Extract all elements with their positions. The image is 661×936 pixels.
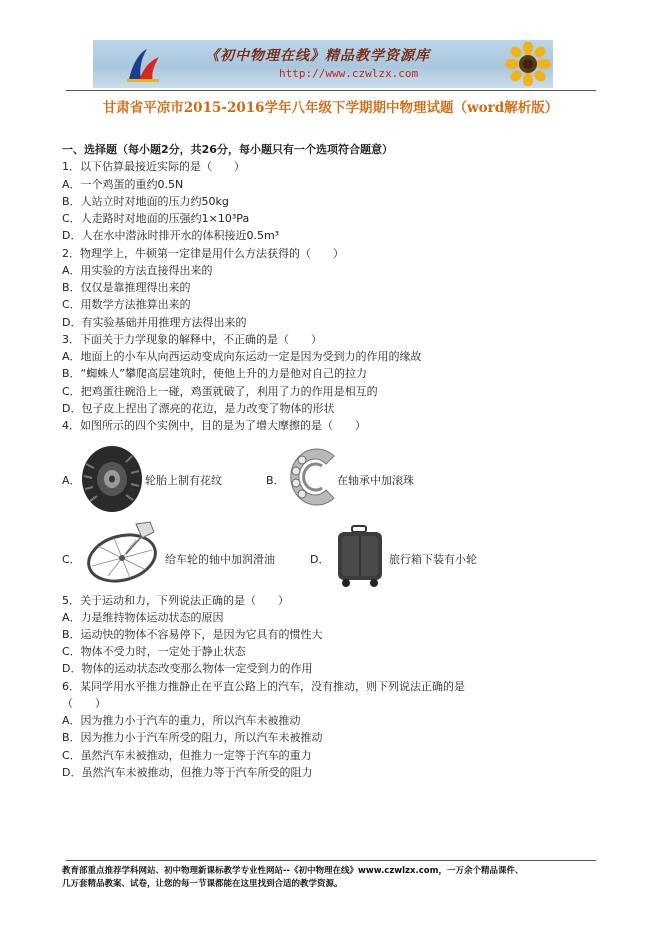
question-6-stem-cont: （ ）: [62, 697, 106, 710]
question-4-option-b-text: 在轴承中加滚珠: [337, 474, 414, 487]
question-2-stem: 2．物理学上，牛顿第一定律是用什么方法获得的（ ）: [62, 247, 344, 260]
site-logo-icon: [123, 45, 163, 85]
question-2-option-c: C．用数学方法推算出来的: [62, 298, 191, 311]
header-banner: [93, 40, 553, 88]
question-1-option-b: B．人站立时对地面的压力约50kg: [62, 195, 229, 208]
tire-tread-icon: [80, 444, 144, 514]
question-6-option-b: B．因为推力小于汽车所受的阻力，所以汽车未被推动: [62, 731, 323, 744]
banner-title: 《初中物理在线》精品教学资源库: [205, 48, 430, 64]
question-4-option-c-label: C．: [62, 553, 81, 566]
question-5-option-a: A．力是维持物体运动状态的原因: [62, 611, 224, 624]
question-2-option-a: A．用实验的方法直接得出来的: [62, 264, 213, 277]
question-4-option-a-label: A．: [62, 474, 81, 487]
question-4-option-b-label: B．: [266, 474, 285, 487]
suitcase-wheels-icon: [334, 524, 388, 588]
question-6-option-a: A．因为推力小于汽车的重力，所以汽车未被推动: [62, 714, 301, 727]
question-1-stem: 1．以下估算最接近实际的是（ ）: [62, 160, 245, 173]
question-4-option-c-text: 给车轮的轴中加润滑油: [165, 553, 275, 566]
bicycle-wheel-oil-icon: [84, 518, 164, 586]
question-4-option-a-text: 轮胎上制有花纹: [145, 474, 222, 487]
footer-line-2: 几万套精品教案、试卷，让您的每一节课都能在这里找到合适的教学资源。: [62, 879, 343, 889]
ball-bearing-icon: [288, 444, 338, 510]
question-1-option-c: C．人走路时对地面的压强约1×10³Pa: [62, 212, 250, 225]
footer-line-1: 教育部重点推荐学科网站、初中物理新课标教学专业性网站--《初中物理在线》www.czwlzx.com，一万余个精品课件、: [62, 866, 524, 876]
question-3-option-d: D．包子皮上捏出了漂亮的花边，是力改变了物体的形状: [62, 402, 335, 415]
document-title: 甘肃省平凉市2015-2016学年八年级下学期期中物理试题（word解析版）: [102, 100, 559, 116]
question-1-option-a: A．一个鸡蛋的重约0.5N: [62, 178, 184, 191]
question-4-stem: 4．如图所示的四个实例中，目的是为了增大摩擦的是（ ）: [62, 419, 366, 432]
page-footer: [62, 865, 607, 891]
question-3-option-a: A．地面上的小车从向西运动变成向东运动一定是因为受到力的作用的缘故: [62, 350, 422, 363]
footer-divider: [66, 860, 596, 861]
section-heading: 一、选择题（每小题2分，共26分，每小题只有一个选项符合题意）: [62, 143, 393, 156]
question-6-stem: 6．某同学用水平推力推静止在平直公路上的汽车，没有推动，则下列说法正确的是: [62, 680, 465, 693]
question-5-option-b: B．运动快的物体不容易停下，是因为它具有的惯性大: [62, 628, 323, 641]
header-divider: [66, 90, 596, 91]
banner-url[interactable]: http://www.czwlzx.com: [279, 67, 419, 80]
question-4-option-d-text: 旅行箱下装有小轮: [389, 553, 477, 566]
question-5-option-c: C．物体不受力时，一定处于静止状态: [62, 645, 246, 658]
question-1-option-d: D．人在水中潜泳时排开水的体积接近0.5m³: [62, 229, 280, 242]
sunflower-icon: [505, 42, 551, 86]
question-6-option-c: C．虽然汽车未被推动，但推力一定等于汽车的重力: [62, 749, 312, 762]
question-3-option-b: B．“蜘蛛人”攀爬高层建筑时，使他上升的力是他对自己的拉力: [62, 367, 367, 380]
question-3-option-c: C．把鸡蛋往碗沿上一碰，鸡蛋就破了，利用了力的作用是相互的: [62, 385, 378, 398]
question-5-option-d: D．物体的运动状态改变那么物体一定受到力的作用: [62, 662, 313, 675]
question-3-stem: 3．下面关于力学现象的解释中，不正确的是（ ）: [62, 333, 322, 346]
question-5-stem: 5．关于运动和力，下列说法正确的是（ ）: [62, 594, 289, 607]
question-2-option-b: B．仅仅是靠推理得出来的: [62, 281, 191, 294]
question-6-option-d: D．虽然汽车未被推动，但推力等于汽车所受的阻力: [62, 766, 313, 779]
question-2-option-d: D．有实验基础并用推理方法得出来的: [62, 316, 247, 329]
question-4-option-d-label: D．: [310, 553, 330, 566]
